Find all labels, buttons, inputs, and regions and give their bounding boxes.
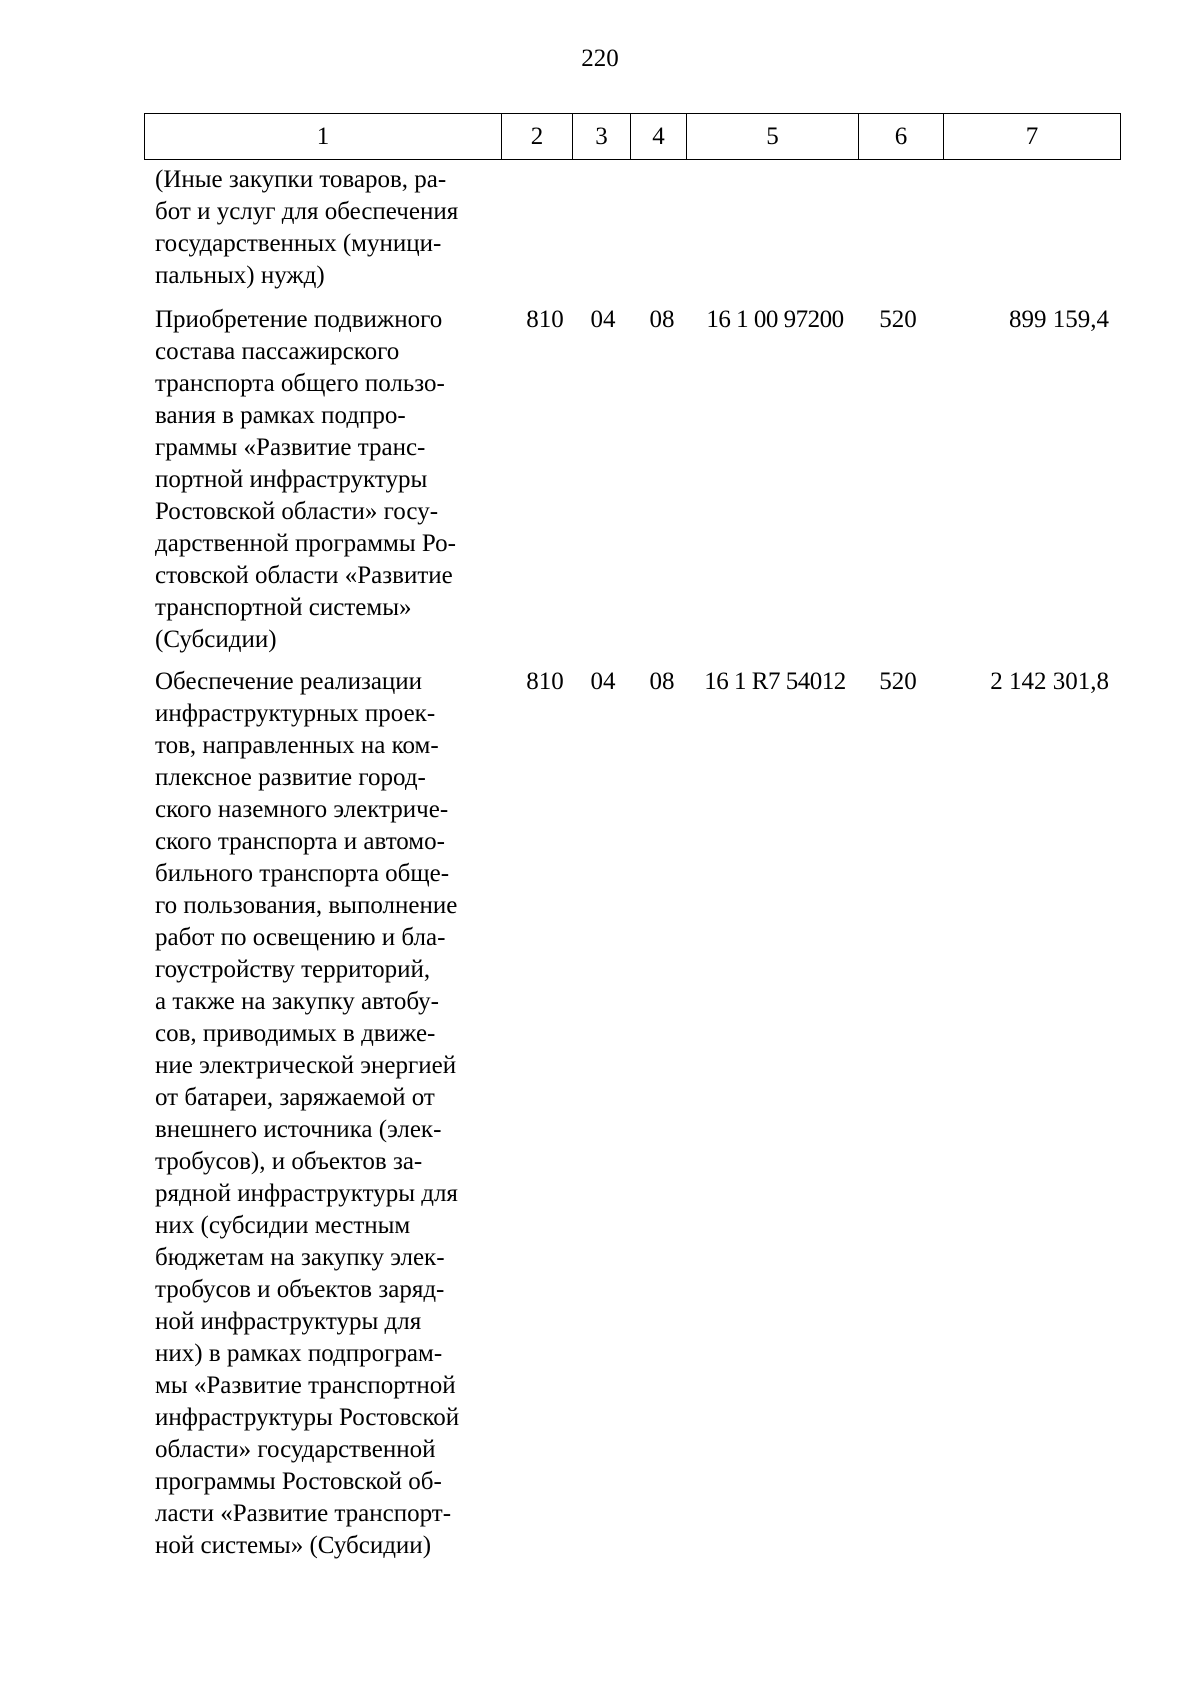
description-line: инфраструктурных проек- bbox=[155, 700, 436, 727]
description-line: транспортной системы» bbox=[155, 594, 412, 621]
description-line: плексное развитие город- bbox=[155, 764, 426, 791]
description-line: них) в рамках подпрограм- bbox=[155, 1340, 443, 1367]
cell-subsection: 08 bbox=[649, 668, 675, 695]
description-line: области» государственной bbox=[155, 1436, 436, 1463]
cell-amount: 899 159,4 bbox=[1009, 306, 1109, 333]
description-line: бот и услуг для обеспечения bbox=[155, 198, 459, 225]
cell-target-article: 16 1 00 97200 bbox=[706, 306, 844, 333]
header-row bbox=[145, 114, 1121, 160]
description-line: рядной инфраструктуры для bbox=[155, 1180, 458, 1207]
description-line: транспорта общего пользо- bbox=[155, 370, 445, 397]
cell-ministry-code: 810 bbox=[526, 668, 564, 695]
cell-ministry-code: 810 bbox=[526, 306, 564, 333]
row-description bbox=[155, 304, 495, 656]
header-cell-2: 2 bbox=[502, 114, 573, 160]
description-line: ной системы» (Субсидии) bbox=[155, 1532, 432, 1559]
description-line: инфраструктуры Ростовской bbox=[155, 1404, 460, 1431]
description-line: работ по освещению и бла- bbox=[155, 924, 446, 951]
row-description bbox=[155, 666, 495, 1562]
description-line: мы «Развитие транспортной bbox=[155, 1372, 456, 1399]
header-cell-1: 1 bbox=[145, 114, 502, 160]
description-line: ласти «Развитие транспорт- bbox=[155, 1500, 452, 1527]
description-line: сов, приводимых в движе- bbox=[155, 1020, 436, 1047]
page-number: 220 bbox=[581, 45, 619, 72]
description-line: внешнего источника (элек- bbox=[155, 1116, 442, 1143]
cell-target-article: 16 1 R7 54012 bbox=[704, 668, 846, 695]
description-line: состава пассажирского bbox=[155, 338, 400, 365]
cell-expense-type: 520 bbox=[879, 306, 917, 333]
description-line: вания в рамках подпро- bbox=[155, 402, 406, 429]
description-line: (Иные закупки товаров, ра- bbox=[155, 166, 447, 193]
description-line: дарственной программы Ро- bbox=[155, 530, 457, 557]
description-line: ной инфраструктуры для bbox=[155, 1308, 422, 1335]
description-line: граммы «Развитие транс- bbox=[155, 434, 426, 461]
description-line: ского транспорта и автомо- bbox=[155, 828, 445, 855]
cell-amount: 2 142 301,8 bbox=[990, 668, 1109, 695]
description-line: бильного транспорта обще- bbox=[155, 860, 450, 887]
description-line: тробусов и объектов заряд- bbox=[155, 1276, 445, 1303]
description-line: Обеспечение реализации bbox=[155, 668, 423, 695]
description-line: программы Ростовской об- bbox=[155, 1468, 442, 1495]
description-line: ского наземного электриче- bbox=[155, 796, 449, 823]
description-line: пальных) нужд) bbox=[155, 262, 325, 289]
description-line: Ростовской области» госу- bbox=[155, 498, 439, 525]
header-cell-6: 6 bbox=[859, 114, 944, 160]
table-row bbox=[144, 666, 1120, 1566]
description-line: государственных (муници- bbox=[155, 230, 442, 257]
header-cell-5: 5 bbox=[687, 114, 859, 160]
table-header bbox=[144, 113, 1121, 160]
cell-section: 04 bbox=[590, 668, 616, 695]
description-line: ние электрической энергией bbox=[155, 1052, 457, 1079]
table-row bbox=[144, 164, 1120, 296]
description-line: го пользования, выполнение bbox=[155, 892, 458, 919]
description-line: портной инфраструктуры bbox=[155, 466, 428, 493]
description-line: а также на закупку автобу- bbox=[155, 988, 439, 1015]
cell-section: 04 bbox=[590, 306, 616, 333]
description-line: (Субсидии) bbox=[155, 626, 277, 653]
description-line: стовской области «Развитие bbox=[155, 562, 453, 589]
header-cell-3: 3 bbox=[573, 114, 631, 160]
header-cell-7: 7 bbox=[944, 114, 1121, 160]
cell-expense-type: 520 bbox=[879, 668, 917, 695]
description-line: гоустройству территорий, bbox=[155, 956, 431, 983]
description-line: Приобретение подвижного bbox=[155, 306, 443, 333]
cell-subsection: 08 bbox=[649, 306, 675, 333]
description-line: от батареи, заряжаемой от bbox=[155, 1084, 435, 1111]
header-cell-4: 4 bbox=[631, 114, 687, 160]
description-line: них (субсидии местным bbox=[155, 1212, 411, 1239]
description-line: тов, направленных на ком- bbox=[155, 732, 439, 759]
description-line: тробусов), и объектов за- bbox=[155, 1148, 423, 1175]
description-line: бюджетам на закупку элек- bbox=[155, 1244, 445, 1271]
row-description bbox=[155, 164, 495, 292]
table-row bbox=[144, 304, 1120, 664]
